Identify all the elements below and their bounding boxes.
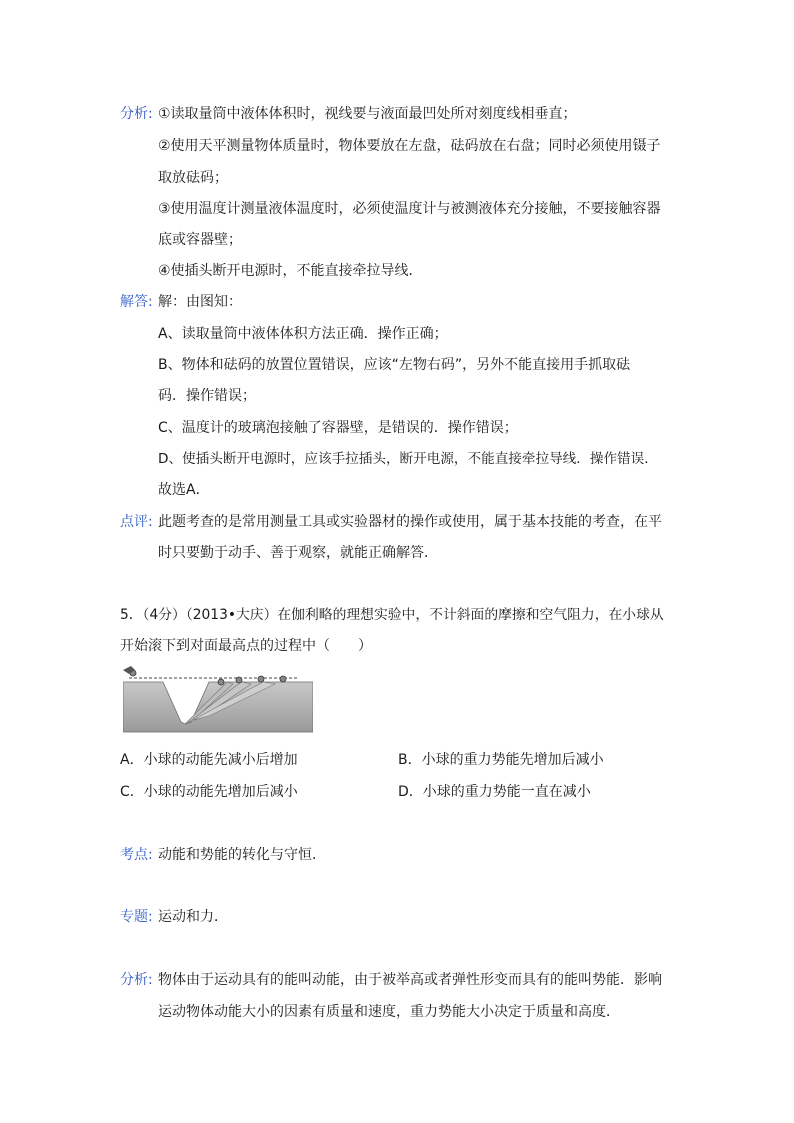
q5-analysis-line-1: 物体由于运动具有的能叫动能，由于被举高或者弹性形变而具有的能叫势能．影响 <box>158 972 662 988</box>
analysis-line-4: ③使用温度计测量液体温度时，必须使温度计与被测液体充分接触，不要接触容器 <box>158 201 661 217</box>
solution-line-6: D、使插头断开电源时，应该手拉插头，断开电源，不能直接牵拉导线．操作错误． <box>158 451 658 467</box>
keypoint-text: 动能和势能的转化与守恒． <box>158 847 326 863</box>
analysis-line-5: 底或容器壁； <box>158 232 242 248</box>
question-5-line-2: 开始滚下到对面最高点的过程中（ ） <box>120 638 372 654</box>
q5-analysis-label: 分析: <box>120 972 153 988</box>
option-b: B．小球的重力势能先增加后减小 <box>398 752 604 768</box>
solution-line-5: C、温度计的玻璃泡接触了容器壁，是错误的．操作错误； <box>158 420 518 436</box>
option-a: A．小球的动能先减小后增加 <box>120 752 298 768</box>
comment-label: 点评: <box>120 514 153 530</box>
analysis-line-6: ④使插头断开电源时，不能直接牵拉导线． <box>158 263 423 279</box>
solution-line-2: A、读取量筒中液体体积方法正确．操作正确； <box>158 326 448 342</box>
comment-line-2: 时只要勤于动手、善于观察，就能正确解答． <box>158 545 438 561</box>
option-c: C．小球的动能先增加后减小 <box>120 784 298 800</box>
ball-3 <box>258 676 264 682</box>
solution-line-7: 故选A． <box>158 482 210 498</box>
ball-1 <box>218 679 224 685</box>
keypoint-label: 考点: <box>120 847 153 863</box>
option-d: D．小球的重力势能一直在减小 <box>398 784 591 800</box>
solution-line-3: B、物体和砝码的放置位置错误，应该“左物右码”，另外不能直接用手抓取砝 <box>158 357 631 373</box>
solution-label: 解答: <box>120 294 153 310</box>
analysis-label: 分析: <box>120 106 153 122</box>
analysis-line-1: ①读取量筒中液体体积时，视线要与液面最凹处所对刻度线相垂直； <box>158 106 577 122</box>
comment-line-1: 此题考查的是常用测量工具或实验器材的操作或使用，属于基本技能的考查，在平 <box>158 514 662 530</box>
ball-4 <box>280 676 286 682</box>
analysis-line-3: 取放砝码； <box>158 170 228 186</box>
ball-2 <box>236 677 242 683</box>
solution-line-4: 码．操作错误； <box>158 388 256 404</box>
topic-text: 运动和力． <box>158 909 228 925</box>
analysis-line-2: ②使用天平测量物体质量时，物体要放在左盘，砝码放在右盘；同时必须使用镊子 <box>158 138 661 154</box>
topic-label: 专题: <box>120 909 153 925</box>
question-5-line-1: 5．（4分）（2013•大庆）在伽利略的理想实验中，不计斜面的摩擦和空气阻力，在小球从 <box>120 607 664 623</box>
galileo-ramp-figure <box>123 664 313 734</box>
q5-analysis-line-2: 运动物体动能大小的因素有质量和速度，重力势能大小决定于质量和高度． <box>158 1004 620 1020</box>
solution-line-1: 解：由图知： <box>158 294 242 310</box>
